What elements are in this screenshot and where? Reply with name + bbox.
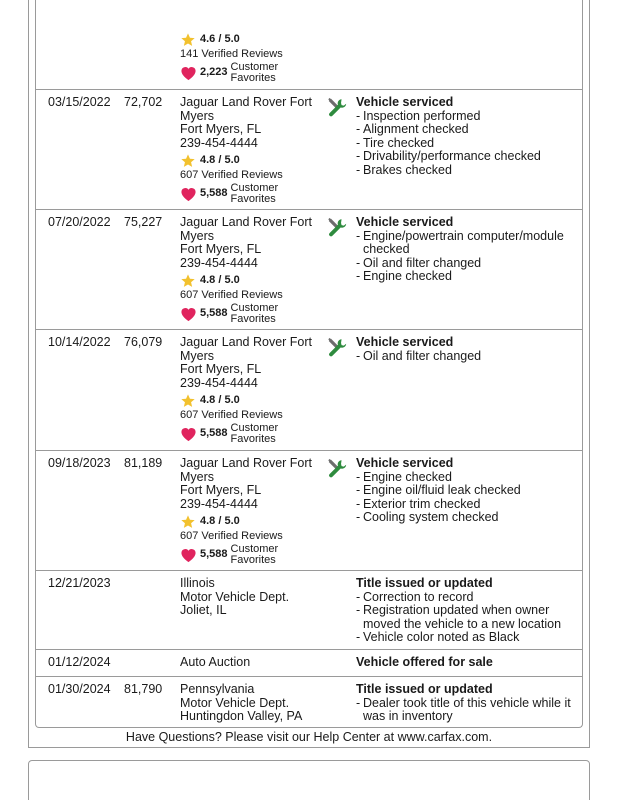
table-row [36,210,582,330]
record-odometer: 81,790 [124,682,163,696]
source-line: 239-454-4444 [180,375,258,390]
source-line: Myers [180,348,215,363]
favorites-label: Customer Favorites [230,61,279,84]
event-details-list [356,110,578,178]
event-title: Title issued or updated [356,682,493,696]
event-detail: - Drivability/performance checked [356,150,578,164]
source-line: Auto Auction [180,655,251,669]
event-details-list [356,697,578,724]
favorites-label: Customer Favorites [230,302,279,325]
event-detail: - Inspection performed [356,110,578,124]
event-title: Title issued or updated [356,576,493,590]
wrench-icon [326,336,348,358]
source-line: Myers [180,108,215,123]
event-title: Vehicle offered for sale [356,655,493,669]
source-cell [180,216,320,325]
star-icon [180,32,196,48]
favorites-label: Customer Favorites [230,422,279,445]
record-odometer: 76,079 [124,335,163,349]
table-row [36,571,582,650]
star-icon [180,393,196,409]
source-line: 239-454-4444 [180,255,258,270]
record-date: 01/30/2024 [48,682,111,696]
record-odometer: 81,189 [124,456,163,470]
wrench-icon [326,457,348,479]
heart-icon [180,65,197,81]
favorites-label: Customer Favorites [230,182,279,205]
record-date: 12/21/2023 [48,576,111,590]
record-description [356,457,578,525]
rating [180,393,320,409]
record-description [356,656,578,670]
source-line[interactable]: Jaguar Land Rover Fort [180,95,313,109]
event-details-list [356,230,578,284]
table-row [36,451,582,571]
customer-favorites [180,62,320,84]
event-title: Vehicle serviced [356,335,454,349]
source-cell [180,457,320,566]
event-detail: - Vehicle color noted as Black [356,631,578,645]
event-detail: - Dealer took title of this vehicle while it was in inventory [356,697,578,724]
source-cell [180,683,320,724]
star-icon [180,514,196,530]
table-row [36,90,582,210]
event-detail: - Alignment checked [356,123,578,137]
help-center-text: Have Questions? Please visit our Help Center at www.carfax.com. [125,730,493,744]
event-detail: - Engine checked [356,270,578,284]
source-line: 239-454-4444 [180,135,258,150]
event-details-list [356,350,578,364]
verified-reviews-link[interactable]: 607 Verified Reviews [180,289,283,301]
table-row [36,330,582,451]
source-line: Huntingdon Valley, PA [180,709,303,723]
star-icon [180,273,196,289]
verified-reviews-link[interactable]: 141 Verified Reviews [180,48,283,60]
record-date: 09/18/2023 [48,456,111,470]
wrench-icon [326,216,348,238]
table-row-partial [36,0,582,90]
rating [180,32,320,48]
record-description [356,336,578,363]
event-detail: - Registration updated when owner moved the vehicle to a new location [356,604,578,631]
record-description [356,216,578,284]
source-line: Fort Myers, FL [180,483,262,497]
heart-icon [180,547,197,563]
rating [180,153,320,169]
source-line: Fort Myers, FL [180,242,262,256]
record-description [356,96,578,177]
event-detail: - Engine checked [356,471,578,485]
wrench-icon [326,96,348,118]
report-frame-right [589,0,590,748]
record-description [356,683,578,724]
next-section-box [28,760,590,800]
event-title: Vehicle serviced [356,95,454,109]
favorites-label: Customer Favorites [230,543,279,566]
source-line: Pennsylvania [180,682,255,696]
rating-value: 4.8 / 5.0 [200,154,240,167]
heart-icon [180,306,197,322]
source-line[interactable]: Jaguar Land Rover Fort [180,215,313,229]
record-date: 10/14/2022 [48,335,111,349]
event-detail: - Brakes checked [356,164,578,178]
event-detail: - Oil and filter changed [356,350,578,364]
event-detail: - Oil and filter changed [356,257,578,271]
rating [180,514,320,530]
source-cell [180,577,320,618]
source-line: Fort Myers, FL [180,122,262,136]
verified-reviews-link[interactable]: 607 Verified Reviews [180,169,283,181]
favorites-count: 5,588 [200,548,228,561]
event-title: Vehicle serviced [356,456,454,470]
rating-value: 4.8 / 5.0 [200,274,240,287]
record-description [356,577,578,645]
source-line: Illinois [180,576,215,590]
favorites-count: 2,223 [200,66,228,79]
source-line[interactable]: Jaguar Land Rover Fort [180,456,313,470]
source-cell [180,336,320,445]
event-detail: - Correction to record [356,591,578,605]
event-detail: - Exterior trim checked [356,498,578,512]
event-detail: - Engine oil/fluid leak checked [356,484,578,498]
source-line: 239-454-4444 [180,496,258,511]
heart-icon [180,186,197,202]
record-odometer: 75,227 [124,215,163,229]
star-icon [180,153,196,169]
source-line: Motor Vehicle Dept. [180,695,290,710]
source-line[interactable]: Jaguar Land Rover Fort [180,335,313,349]
heart-icon [180,426,197,442]
customer-favorites [180,183,320,205]
event-detail: - Cooling system checked [356,511,578,525]
table-row [36,677,582,728]
source-line: Myers [180,228,215,243]
table-row [36,650,582,677]
favorites-count: 5,588 [200,427,228,440]
verified-reviews-link[interactable]: 607 Verified Reviews [180,409,283,421]
record-odometer: 72,702 [124,95,163,109]
record-date: 03/15/2022 [48,95,111,109]
event-detail: - Tire checked [356,137,578,151]
event-details-list [356,471,578,525]
record-date: 01/12/2024 [48,655,111,669]
source-line: Motor Vehicle Dept. [180,589,290,604]
rating-value: 4.8 / 5.0 [200,515,240,528]
record-date: 07/20/2022 [48,215,111,229]
source-cell [180,96,320,205]
source-cell [180,656,320,670]
report-frame-bottom [28,747,590,748]
customer-favorites [180,303,320,325]
customer-favorites [180,544,320,566]
source-line: Joliet, IL [180,603,227,617]
rating-value: 4.6 / 5.0 [200,33,240,46]
event-details-list [356,591,578,645]
source-line: Myers [180,469,215,484]
rating-value: 4.8 / 5.0 [200,394,240,407]
rating [180,273,320,289]
favorites-count: 5,588 [200,187,228,200]
event-detail: - Engine/powertrain computer/module checked [356,230,578,257]
history-table [35,0,583,728]
source-cell [180,29,320,84]
event-title: Vehicle serviced [356,215,454,229]
source-line: Fort Myers, FL [180,362,262,376]
verified-reviews-link[interactable]: 607 Verified Reviews [180,530,283,542]
favorites-count: 5,588 [200,307,228,320]
customer-favorites [180,423,320,445]
